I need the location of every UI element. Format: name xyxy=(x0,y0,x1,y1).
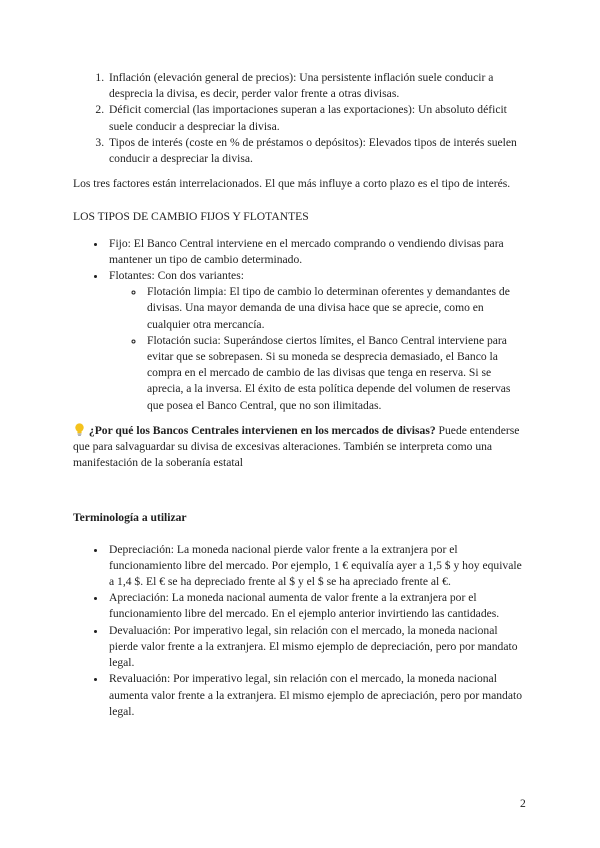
list-item: 3. Tipos de interés (coste en % de préstamos o depósitos): Elevados tipos de interés suelen conducir a despreciar la divisa. xyxy=(107,135,529,167)
list-item-fixed: • Fijo: El Banco Central interviene en el mercado comprando o vendiendo divisas para mantener un tipo de cambio determinado. xyxy=(107,236,529,268)
interrelated-paragraph: Los tres factores están interrelacionados. El que más influye a corto plazo es el tipo de interés. xyxy=(73,177,511,191)
list-item: 1. Inflación (elevación general de precios): Una persistente inflación suele conducir a desprecia la divisa, es decir, perder valor frente a otras divisas. xyxy=(107,70,529,102)
list-item-floating xyxy=(107,268,529,414)
list-item: ◦ Flotación limpia: El tipo de cambio lo determinan oferentes y demandantes de divisas. Una mayor demanda de una divisa hace que se aprecie, como en cualquier otra mercancía. xyxy=(145,284,529,333)
page-number: 2 xyxy=(520,797,526,810)
lightbulb-icon xyxy=(73,423,86,439)
section-title: LOS TIPOS DE CAMBIO FIJOS Y FLOTANTES xyxy=(73,210,309,224)
list-item: • Apreciación: La moneda nacional aumenta de valor frente a la extranjera por el funcionamiento libre del mercado. En el ejemplo anterior invirtiendo las cantidades. xyxy=(107,590,529,622)
callout-answer: Puede entenderse que para salvaguardar su divisa de excesivas alteraciones. También se interpreta como una manifestación de la soberanía estatal xyxy=(73,423,520,470)
callout-paragraph xyxy=(73,423,529,472)
exchange-types-list xyxy=(73,236,529,414)
callout-question: ¿Por qué los Bancos Centrales intervienen en los mercados de divisas? xyxy=(88,423,436,437)
floating-variants-list xyxy=(109,284,529,414)
terminology-title: Terminología a utilizar xyxy=(73,511,187,525)
terms-list xyxy=(73,542,529,720)
list-item: ◦ Flotación sucia: Superándose ciertos límites, el Banco Central interviene para evitar que se sobrepasen. Si su moneda se desprecia demasiado, el Banco la compra en el mercado de cambio de las divisas que tenga en reserva. Si se aprecia, a la inversa. El éxito de esta política depende del volumen de reservas que posea el Banco Central, que no son ilimitadas. xyxy=(145,333,529,414)
document-page xyxy=(73,70,529,720)
list-item: 2. Déficit comercial (las importaciones superan a las exportaciones): Un absoluto déficit suele conducir a despreciar la divisa. xyxy=(107,102,529,134)
list-item: • Depreciación: La moneda nacional pierde valor frente a la extranjera por el funcionamiento libre del mercado. Por ejemplo, 1 € equivalía ayer a 1,5 $ y hoy equivale a 1,4 $. El € se ha depreciado frente al $ y el $ se ha apreciado frente al €. xyxy=(107,542,529,591)
floating-label: Flotantes: Con dos variantes: xyxy=(109,269,244,283)
list-item: • Revaluación: Por imperativo legal, sin relación con el mercado, la moneda nacional aumenta valor frente a la extranjera. El mismo ejemplo de apreciación, pero por mandato legal. xyxy=(107,671,529,720)
factors-list xyxy=(73,70,529,167)
list-item: • Devaluación: Por imperativo legal, sin relación con el mercado, la moneda nacional pierde valor frente a la extranjera. El mismo ejemplo de depreciación, pero por mandato legal. xyxy=(107,623,529,672)
